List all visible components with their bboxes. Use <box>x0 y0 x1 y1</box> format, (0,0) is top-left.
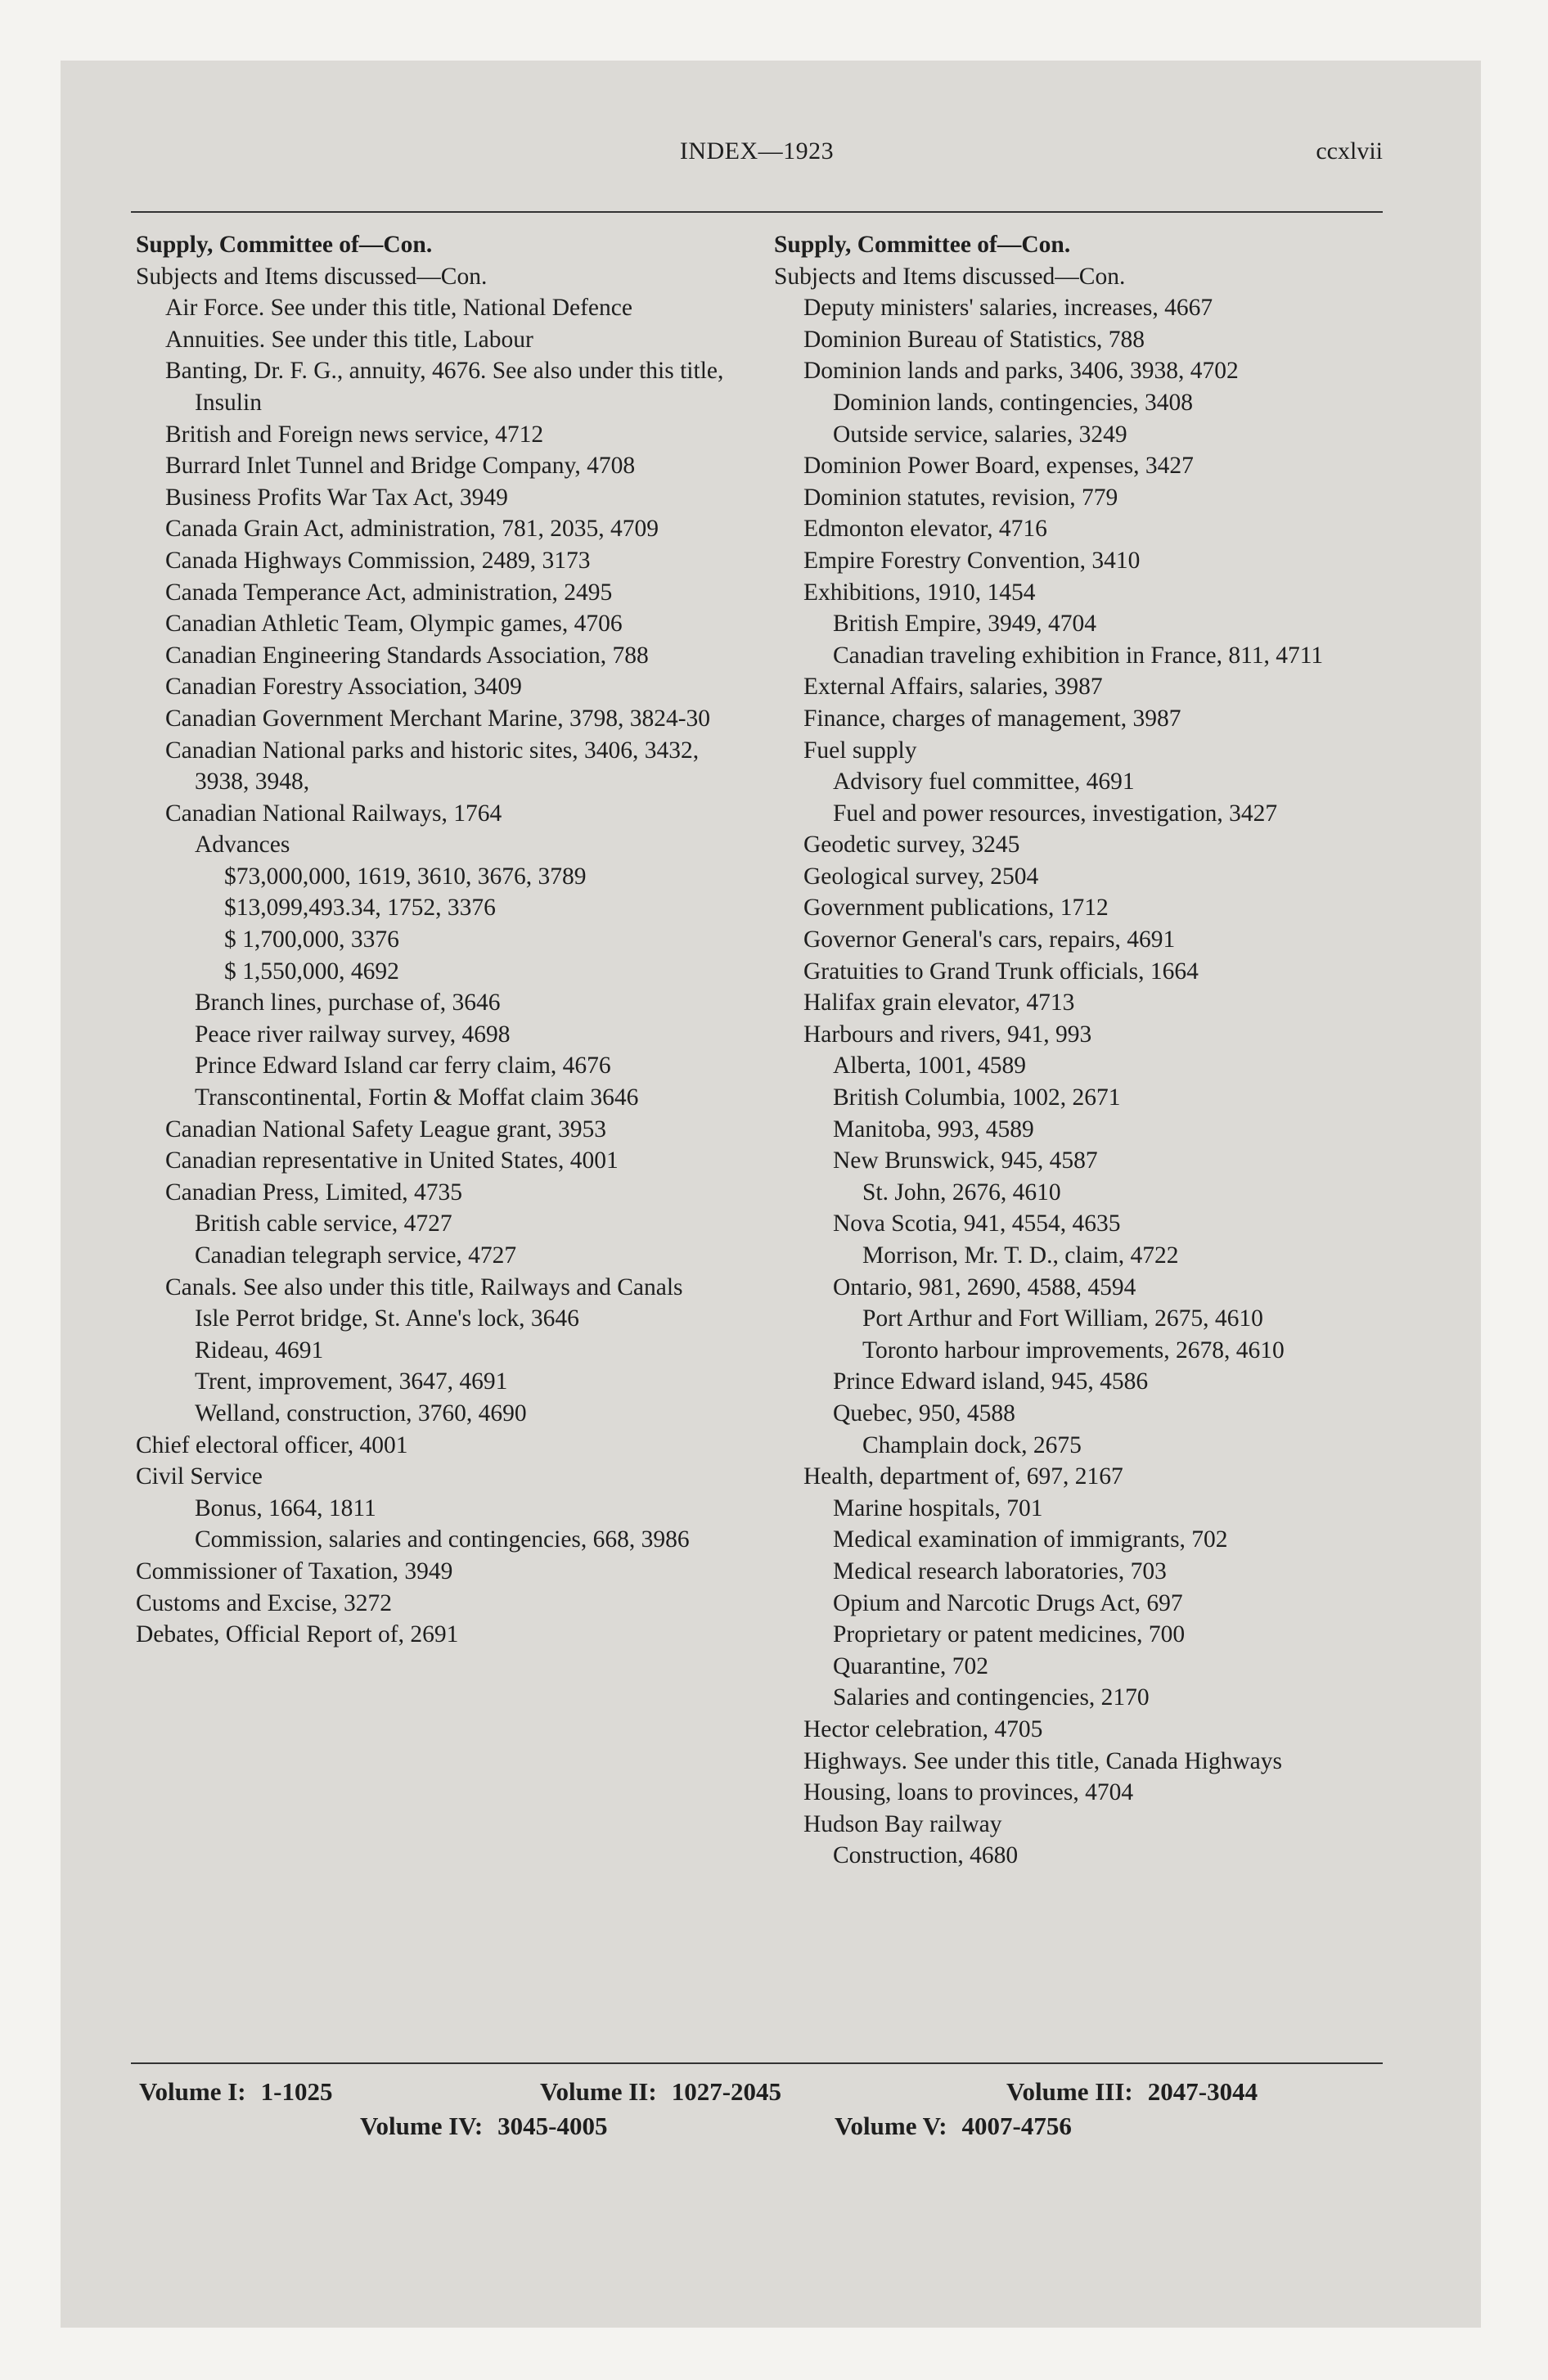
index-entry: Proprietary or patent medicines, 700 <box>833 1621 1186 1648</box>
volume-range: 4007-4756 <box>961 2112 1072 2140</box>
index-entry: Government publications, 1712 <box>803 895 1109 922</box>
index-entry: Business Profits War Tax Act, 3949 <box>165 484 508 511</box>
volume-5 <box>835 2112 1072 2141</box>
index-entry: Exhibitions, 1910, 1454 <box>803 579 1036 606</box>
volume-3 <box>1006 2077 1258 2107</box>
index-entry: Alberta, 1001, 4589 <box>833 1053 1026 1080</box>
volume-label: Volume III: <box>1006 2077 1133 2106</box>
column-subheading: Subjects and Items discussed—Con. <box>774 263 1126 290</box>
column-heading: Supply, Committee of—Con. <box>774 232 1071 258</box>
index-entry: Medical examination of immigrants, 702 <box>833 1526 1228 1553</box>
right-index-column <box>774 229 1396 1872</box>
index-entry: Canadian Forestry Association, 3409 <box>165 674 522 701</box>
index-entry: Health, department of, 697, 2167 <box>803 1463 1123 1490</box>
index-entry: Prince Edward island, 945, 4586 <box>833 1368 1149 1395</box>
index-entry: Outside service, salaries, 3249 <box>833 421 1127 448</box>
index-entry: Banting, Dr. F. G., annuity, 4676. See also under this title, Insulin <box>165 358 724 416</box>
index-entry: Finance, charges of management, 3987 <box>803 705 1181 732</box>
index-entry: Canada Grain Act, administration, 781, 2035, 4709 <box>165 516 659 543</box>
index-entry: Geological survey, 2504 <box>803 863 1039 890</box>
index-entry: Canadian telegraph service, 4727 <box>195 1242 517 1269</box>
left-index-column <box>136 229 758 1651</box>
index-entry: Dominion lands, contingencies, 3408 <box>833 389 1193 416</box>
volume-label: Volume IV: <box>360 2112 484 2140</box>
index-entry: British and Foreign news service, 4712 <box>165 421 544 448</box>
index-entry: Burrard Inlet Tunnel and Bridge Company, 4708 <box>165 453 636 480</box>
index-entry: Canadian Government Merchant Marine, 3798, 3824-30 <box>165 705 711 732</box>
index-entry: $13,099,493.34, 1752, 3376 <box>224 895 496 922</box>
index-entry: $73,000,000, 1619, 3610, 3676, 3789 <box>224 863 587 890</box>
index-entry: Canada Temperance Act, administration, 2495 <box>165 579 613 606</box>
index-entry: Transcontinental, Fortin & Moffat claim 3646 <box>195 1084 639 1111</box>
index-entry: Canada Highways Commission, 2489, 3173 <box>165 547 591 574</box>
volume-range: 3045-4005 <box>497 2112 608 2140</box>
index-entry: British cable service, 4727 <box>195 1210 452 1237</box>
index-entry: Canadian Athletic Team, Olympic games, 4706 <box>165 611 623 638</box>
volume-2 <box>540 2077 781 2107</box>
index-entry: Geodetic survey, 3245 <box>803 832 1020 859</box>
volume-1 <box>139 2077 332 2107</box>
index-entry: External Affairs, salaries, 3987 <box>803 674 1103 701</box>
index-entry: Manitoba, 993, 4589 <box>833 1116 1034 1143</box>
index-entry: New Brunswick, 945, 4587 <box>833 1147 1098 1174</box>
volume-range: 1-1025 <box>260 2077 333 2106</box>
index-entry: Dominion lands and parks, 3406, 3938, 4702 <box>803 358 1239 385</box>
index-entry: Halifax grain elevator, 4713 <box>803 989 1075 1016</box>
page-header <box>131 137 1383 178</box>
index-entry: Trent, improvement, 3647, 4691 <box>195 1368 508 1395</box>
index-entry: Annuities. See under this title, Labour <box>165 326 533 353</box>
index-entry: Welland, construction, 3760, 4690 <box>195 1400 527 1427</box>
volume-label: Volume I: <box>139 2077 246 2106</box>
index-entry: Air Force. See under this title, National Defence <box>165 295 632 322</box>
index-entry: Deputy ministers' salaries, increases, 4667 <box>803 295 1213 322</box>
index-entry: Advances <box>195 832 290 859</box>
index-entry: Construction, 4680 <box>833 1842 1019 1869</box>
index-entry: Commission, salaries and contingencies, 668, 3986 <box>195 1526 690 1553</box>
index-entry: Canadian representative in United States, 4001 <box>165 1147 619 1174</box>
index-entry: Advisory fuel committee, 4691 <box>833 769 1135 796</box>
index-entry: Quebec, 950, 4588 <box>833 1400 1015 1427</box>
index-entry: Fuel and power resources, investigation, 3427 <box>833 800 1278 827</box>
volume-range: 1027-2045 <box>671 2077 782 2106</box>
index-entry: Rideau, 4691 <box>195 1336 324 1364</box>
index-entry: Canadian National Railways, 1764 <box>165 800 502 827</box>
index-entry: St. John, 2676, 4610 <box>862 1179 1061 1206</box>
index-entry: Isle Perrot bridge, St. Anne's lock, 3646 <box>195 1305 579 1332</box>
volume-range: 2047-3044 <box>1147 2077 1258 2106</box>
index-entry: Canals. See also under this title, Railways and Canals <box>165 1273 683 1300</box>
index-entry: Civil Service <box>136 1463 263 1490</box>
index-entry: $ 1,550,000, 4692 <box>224 958 399 985</box>
index-entry: Salaries and contingencies, 2170 <box>833 1684 1150 1711</box>
volume-label: Volume II: <box>540 2077 657 2106</box>
index-entry: Marine hospitals, 701 <box>833 1494 1043 1521</box>
index-entry: Champlain dock, 2675 <box>862 1431 1082 1458</box>
index-entry: Harbours and rivers, 941, 993 <box>803 1021 1092 1048</box>
index-entry: Dominion Bureau of Statistics, 788 <box>803 326 1145 353</box>
header-divider <box>131 211 1383 213</box>
volume-legend <box>131 2077 1383 2151</box>
index-entry: Canadian Engineering Standards Association, 788 <box>165 642 649 669</box>
index-entry: Peace river railway survey, 4698 <box>195 1021 511 1048</box>
volume-4 <box>360 2112 607 2141</box>
index-entry: Nova Scotia, 941, 4554, 4635 <box>833 1210 1121 1237</box>
index-entry: Hudson Bay railway <box>803 1810 1002 1837</box>
index-entry: Dominion Power Board, expenses, 3427 <box>803 453 1194 480</box>
index-entry: Chief electoral officer, 4001 <box>136 1431 408 1458</box>
index-entry: Canadian Press, Limited, 4735 <box>165 1179 462 1206</box>
index-entry: Dominion statutes, revision, 779 <box>803 484 1118 511</box>
index-entry: Canadian traveling exhibition in France, 811, 4711 <box>833 642 1324 669</box>
index-entry: $ 1,700,000, 3376 <box>224 926 399 953</box>
index-entry: Prince Edward Island car ferry claim, 4676 <box>195 1053 611 1080</box>
index-entry: Bonus, 1664, 1811 <box>195 1494 376 1521</box>
index-entry: Highways. See under this title, Canada Highways <box>803 1747 1282 1774</box>
index-entry: Medical research laboratories, 703 <box>833 1557 1167 1584</box>
index-entry: Debates, Official Report of, 2691 <box>136 1621 459 1648</box>
index-entry: Port Arthur and Fort William, 2675, 4610 <box>862 1305 1263 1332</box>
index-entry: Gratuities to Grand Trunk officials, 1664 <box>803 958 1199 985</box>
index-entry: Customs and Excise, 3272 <box>136 1589 393 1616</box>
index-entry: Toronto harbour improvements, 2678, 4610 <box>862 1336 1285 1364</box>
index-entry: Branch lines, purchase of, 3646 <box>195 989 501 1016</box>
index-entry: Hector celebration, 4705 <box>803 1715 1043 1742</box>
column-heading: Supply, Committee of—Con. <box>136 232 433 258</box>
index-entry: Commissioner of Taxation, 3949 <box>136 1557 453 1584</box>
index-entry: Canadian National Safety League grant, 3953 <box>165 1116 607 1143</box>
index-entry: British Columbia, 1002, 2671 <box>833 1084 1121 1111</box>
footer-divider <box>131 2062 1383 2064</box>
index-entry: British Empire, 3949, 4704 <box>833 611 1097 638</box>
index-entry: Edmonton elevator, 4716 <box>803 516 1047 543</box>
page-number: ccxlvii <box>1316 137 1383 165</box>
index-entry: Quarantine, 702 <box>833 1652 989 1679</box>
index-entry: Morrison, Mr. T. D., claim, 4722 <box>862 1242 1179 1269</box>
volume-label: Volume V: <box>835 2112 947 2140</box>
index-entry: Canadian National parks and historic sites, 3406, 3432, 3938, 3948, <box>165 737 700 796</box>
index-entry: Governor General's cars, repairs, 4691 <box>803 926 1176 953</box>
index-entry: Housing, loans to provinces, 4704 <box>803 1779 1134 1806</box>
index-entry: Ontario, 981, 2690, 4588, 4594 <box>833 1273 1136 1300</box>
index-entry: Fuel supply <box>803 737 917 764</box>
column-subheading: Subjects and Items discussed—Con. <box>136 263 488 290</box>
page-title: INDEX—1923 <box>679 137 835 165</box>
index-entry: Empire Forestry Convention, 3410 <box>803 547 1141 574</box>
index-entry: Opium and Narcotic Drugs Act, 697 <box>833 1589 1183 1616</box>
